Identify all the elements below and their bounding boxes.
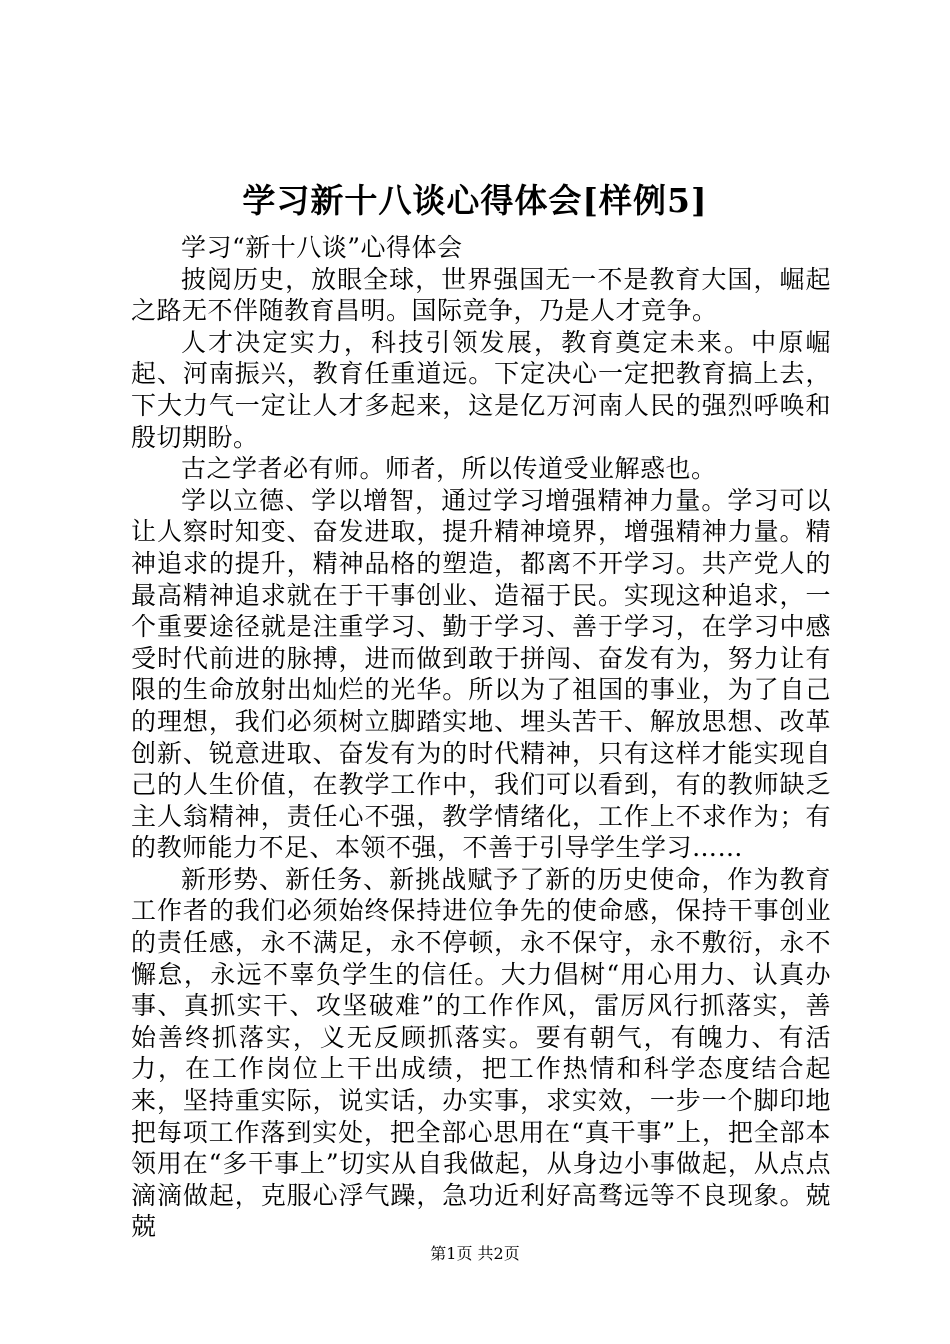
subtitle-paragraph: 学习“新十八谈”心得体会 <box>181 233 463 262</box>
body-paragraph: 披阅历史，放眼全球，世界强国无一不是教育大国，崛起之路无不伴随教育昌明。国际竞争，乃是人才竞争。 <box>131 264 831 326</box>
body-paragraph: 古之学者必有师。师者，所以传道受业解惑也。 <box>181 454 717 484</box>
body-paragraph: 人才决定实力，科技引领发展，教育奠定未来。中原崛起、河南振兴，教育任重道远。下定决心一定把教育搞上去，下大力气一定让人才多起来，这是亿万河南人民的强烈呼唤和殷切期盼。 <box>131 327 831 452</box>
document-title: 学习新十八谈心得体会[样例5] <box>242 181 708 220</box>
page-footer: 第1页 共2页 <box>430 1244 520 1263</box>
document-body <box>131 232 831 1243</box>
body-paragraph: 学以立德、学以增智，通过学习增强精神力量。学习可以让人察时知变、奋发进取，提升精神境界，增强精神力量。精神追求的提升，精神品格的塑造，都离不开学习。共产党人的最高精神追求就在于干事创业、造福于民。实现这种追求，一个重要途径就是注重学习、勤于学习、善于学习，在学习中感受时代前进的脉搏，进而做到敢于拼闯、奋发有为，努力让有限的生命放射出灿烂的光华。所以为了祖国的事业，为了自己的理想，我们必须树立脚踏实地、埋头苦干、解放思想、改革创新、锐意进取、奋发有为的时代精神，只有这样才能实现自己的人生价值，在教学工作中，我们可以看到，有的教师缺乏主人翁精神，责任心不强，教学情绪化，工作上不求作为；有的教师能力不足、本领不强，不善于引导学生学习…… <box>131 485 831 863</box>
body-paragraph: 新形势、新任务、新挑战赋予了新的历史使命，作为教育工作者的我们必须始终保持进位争先的使命感，保持干事创业的责任感，永不满足，永不停顿，永不保守，永不敷衍，永不懈怠，永远不辜负学生的信任。大力倡树“用心用力、认真办事、真抓实干、攻坚破难”的工作作风，雷厉风行抓落实，善始善终抓落实，义无反顾抓落实。要有朝气，有魄力、有活力，在工作岗位上干出成绩，把工作热情和科学态度结合起来，坚持重实际，说实话，办实事，求实效，一步一个脚印地把每项工作落到实处，把全部心思用在“真干事”上，把全部本领用在“多干事上”切实从自我做起，从身边小事做起，从点点滴滴做起，克服心浮气躁，急功近利好高骛远等不良现象。兢兢 <box>131 864 831 1242</box>
